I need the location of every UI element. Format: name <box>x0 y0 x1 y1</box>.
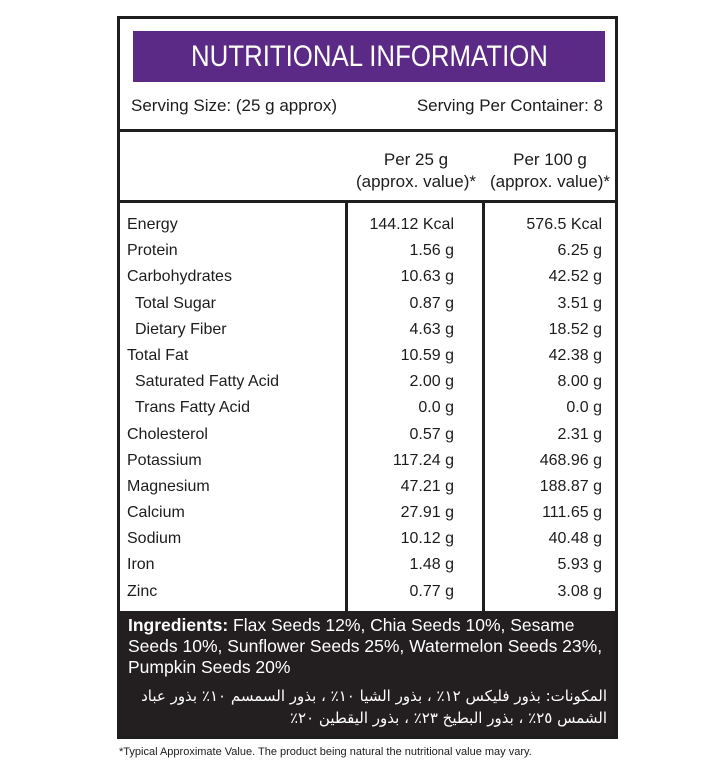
column-header-line: Per 25 g <box>383 150 449 169</box>
divider-top <box>120 129 615 132</box>
table-row <box>120 241 615 267</box>
table-row <box>120 215 615 241</box>
serving-info <box>120 91 615 131</box>
table-row <box>120 346 615 372</box>
value-per-100g: 40.48 g <box>548 530 602 548</box>
ingredients-text: Flax Seeds 12%, Chia Seeds 10%, Sesame Seeds 10%, Sunflower Seeds 25%, Watermelon Seeds 23%, Pumpkin Seeds 20% <box>128 615 603 677</box>
value-per-100g: 576.5 Kcal <box>526 216 602 233</box>
table-row <box>120 477 615 503</box>
nutrient-label: Trans Fatty Acid <box>135 399 250 417</box>
value-per-25g: 27.91 g <box>400 504 454 522</box>
table-row <box>120 582 615 608</box>
ingredients-heading: Ingredients: <box>128 615 229 635</box>
value-per-100g: 3.51 g <box>557 294 602 312</box>
value-per-100g: 3.08 g <box>557 582 602 600</box>
value-per-100g: 18.52 g <box>548 320 602 338</box>
value-per-100g: 8.00 g <box>557 373 602 391</box>
table-row <box>120 267 615 293</box>
nutrient-label: Carbohydrates <box>127 268 232 286</box>
value-per-25g: 144.12 Kcal <box>369 216 454 233</box>
value-per-25g: 1.56 g <box>409 242 454 260</box>
column-header-line: (approx. value)* <box>489 172 610 191</box>
ingredients-english <box>128 615 607 678</box>
table-row <box>120 398 615 424</box>
value-per-25g: 1.48 g <box>409 556 454 574</box>
nutrient-label: Energy <box>127 216 178 233</box>
nutrient-label: Magnesium <box>127 477 210 495</box>
nutrient-label: Calcium <box>127 504 185 522</box>
table-row <box>120 529 615 555</box>
value-per-100g: 42.52 g <box>548 268 602 286</box>
serving-size: Serving Size: (25 g approx) <box>131 96 337 115</box>
table-row <box>120 425 615 451</box>
nutrient-label: Total Sugar <box>135 294 216 312</box>
ingredients-arabic: المكونات: بذور فليكس ١٢٪ ، بذور الشيا ١٠٪ ، بذور السمسم ١٠٪ بذور عباد الشمس ٢٥٪ ، بذور البطيخ ٢٣٪ ، بذور اليقطين ٢٠٪ <box>141 687 607 727</box>
nutrient-label: Protein <box>127 242 178 260</box>
table-row <box>120 503 615 529</box>
table-row <box>120 372 615 398</box>
value-per-100g: 5.93 g <box>557 556 602 574</box>
value-per-25g: 0.57 g <box>409 425 454 443</box>
value-per-25g: 4.63 g <box>409 320 454 338</box>
nutrient-label: Sodium <box>127 530 182 548</box>
table-row <box>120 555 615 581</box>
nutrient-label: Potassium <box>127 451 202 469</box>
value-per-25g: 117.24 g <box>392 451 454 469</box>
title-banner <box>133 31 605 82</box>
nutrient-label: Saturated Fatty Acid <box>135 373 280 391</box>
divider-header <box>120 200 615 203</box>
footnote: *Typical Approximate Value. The product being natural the nutritional value may vary. <box>119 746 532 758</box>
value-per-100g: 2.31 g <box>557 425 602 443</box>
column-header-per-100g <box>486 149 614 193</box>
value-per-100g: 42.38 g <box>548 346 602 364</box>
value-per-100g: 0.0 g <box>566 399 602 417</box>
value-per-100g: 6.25 g <box>557 242 602 260</box>
value-per-25g: 0.0 g <box>418 399 454 417</box>
column-header-line: (approx. value)* <box>355 172 476 191</box>
nutrition-panel <box>117 16 618 739</box>
nutrient-table <box>120 215 615 608</box>
table-row <box>120 451 615 477</box>
nutrient-label: Iron <box>127 556 155 574</box>
table-row <box>120 320 615 346</box>
value-per-100g: 468.96 g <box>539 451 602 469</box>
page-title: NUTRITIONAL INFORMATION <box>190 39 548 73</box>
value-per-25g: 2.00 g <box>409 373 454 391</box>
ingredients-section <box>120 611 615 736</box>
nutrient-label: Dietary Fiber <box>135 320 227 338</box>
value-per-25g: 47.21 g <box>400 477 454 495</box>
value-per-25g: 10.63 g <box>400 268 454 286</box>
nutrient-label: Zinc <box>127 582 158 600</box>
column-header-line: Per 100 g <box>513 150 587 169</box>
value-per-25g: 0.87 g <box>409 294 454 312</box>
value-per-25g: 10.12 g <box>400 530 454 548</box>
value-per-100g: 111.65 g <box>542 504 602 522</box>
column-header-per-25g <box>348 149 484 193</box>
nutrient-label: Total Fat <box>127 346 189 364</box>
serving-per-container: Serving Per Container: 8 <box>416 96 603 115</box>
value-per-25g: 10.59 g <box>400 346 454 364</box>
nutrient-label: Cholesterol <box>127 425 208 443</box>
table-row <box>120 294 615 320</box>
value-per-25g: 0.77 g <box>409 582 454 600</box>
value-per-100g: 188.87 g <box>539 477 602 495</box>
